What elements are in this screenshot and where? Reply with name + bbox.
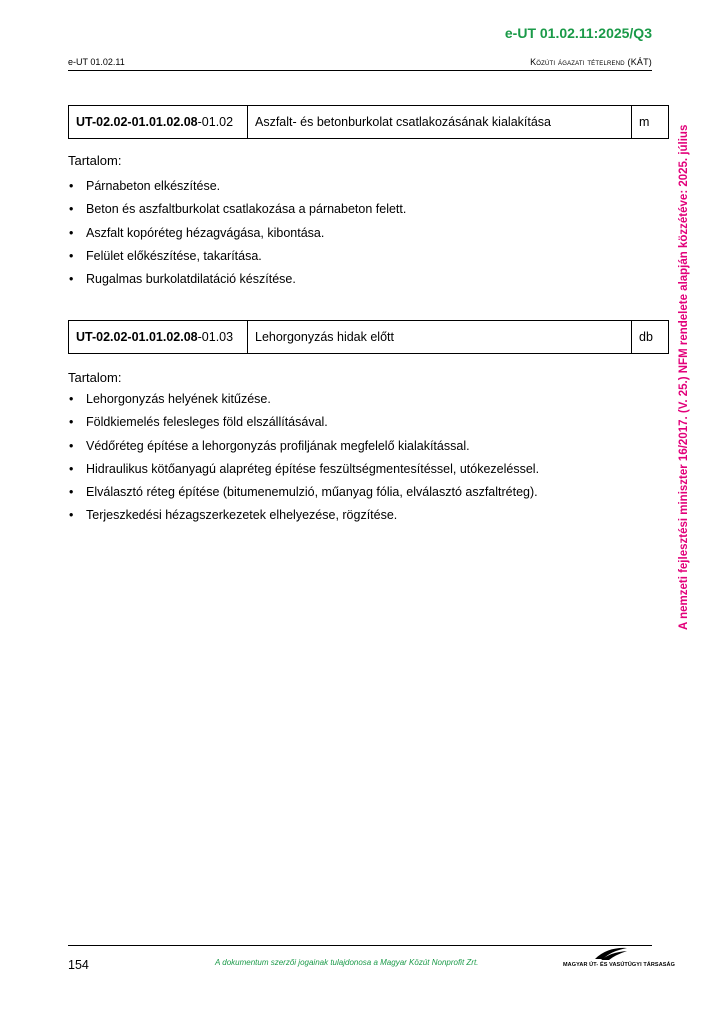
list-item: • Terjeszkedési hézagszerkezetek elhelyezése, rögzítése.	[69, 508, 398, 523]
item-code: UT-02.02-01.01.02.08-01.03	[69, 321, 248, 354]
item-unit: db	[632, 321, 669, 354]
list-item: • Földkiemelés felesleges föld elszállításával.	[69, 415, 328, 430]
bullet-icon: •	[69, 461, 74, 476]
bullet-icon: •	[69, 438, 74, 453]
running-header	[68, 57, 652, 71]
list-item: • Védőréteg építése a lehorgonyzás profiljának megfelelő kialakítással.	[69, 438, 470, 453]
bullet-icon: •	[69, 485, 74, 500]
item-table-1	[68, 105, 669, 139]
society-logo	[563, 945, 675, 973]
item-title: Lehorgonyzás hidak előtt	[248, 321, 632, 354]
content-label: Tartalom:	[68, 370, 122, 385]
road-swoosh-icon	[593, 945, 629, 961]
content-label: Tartalom:	[68, 153, 122, 168]
bullet-icon: •	[69, 508, 74, 523]
bullet-icon: •	[69, 392, 74, 406]
list-item: • Párnabeton elkészítése.	[69, 179, 221, 193]
table-row	[69, 106, 669, 139]
item-title: Aszfalt- és betonburkolat csatlakozásának kialakítása	[248, 106, 632, 139]
table-row	[69, 321, 669, 354]
list-item: • Aszfalt kopóréteg hézagvágása, kibontása.	[69, 225, 325, 240]
list-item: • Felület előkészítése, takarítása.	[69, 248, 262, 263]
bullet-icon: •	[69, 179, 74, 193]
header-right-title: Közúti ágazati tételrend (KÁT)	[530, 57, 652, 67]
item-unit: m	[632, 106, 669, 139]
list-item: • Hidraulikus kötőanyagú alapréteg építése feszültségmentesítéssel, utókezeléssel.	[69, 461, 540, 476]
bullet-icon: •	[69, 272, 74, 287]
item-code: UT-02.02-01.01.02.08-01.02	[69, 106, 248, 139]
publication-side-note: A nemzeti fejlesztési miniszter 16/2017. (V. 25.) NFM rendelete alapján közzétéve: 2025. július	[678, 124, 690, 630]
bullet-icon: •	[69, 248, 74, 263]
item-table-2	[68, 320, 669, 354]
content-list	[68, 177, 406, 293]
list-item: • Beton és aszfaltburkolat csatlakozása a párnabeton felett.	[69, 202, 407, 217]
bullet-icon: •	[69, 415, 74, 430]
document-code: e-UT 01.02.11:2025/Q3	[504, 25, 652, 41]
bullet-icon: •	[69, 202, 74, 217]
copyright-notice: A dokumentum szerzői jogainak tulajdonosa a Magyar Közút Nonprofit Zrt.	[215, 958, 479, 967]
list-item: • Lehorgonyzás helyének kitűzése.	[69, 392, 271, 406]
bullet-icon: •	[69, 225, 74, 240]
list-item: • Elválasztó réteg építése (bitumenemulzió, műanyag fólia, elválasztó aszfaltréteg).	[69, 485, 538, 500]
list-item: • Rugalmas burkolatdilatáció készítése.	[69, 272, 296, 287]
page-number: 154	[68, 958, 89, 972]
logo-text: MAGYAR ÚT- ÉS VASÚTÜGYI TÁRSASÁG	[563, 962, 675, 968]
content-list	[68, 390, 539, 530]
header-left-code: e-UT 01.02.11	[68, 57, 125, 67]
